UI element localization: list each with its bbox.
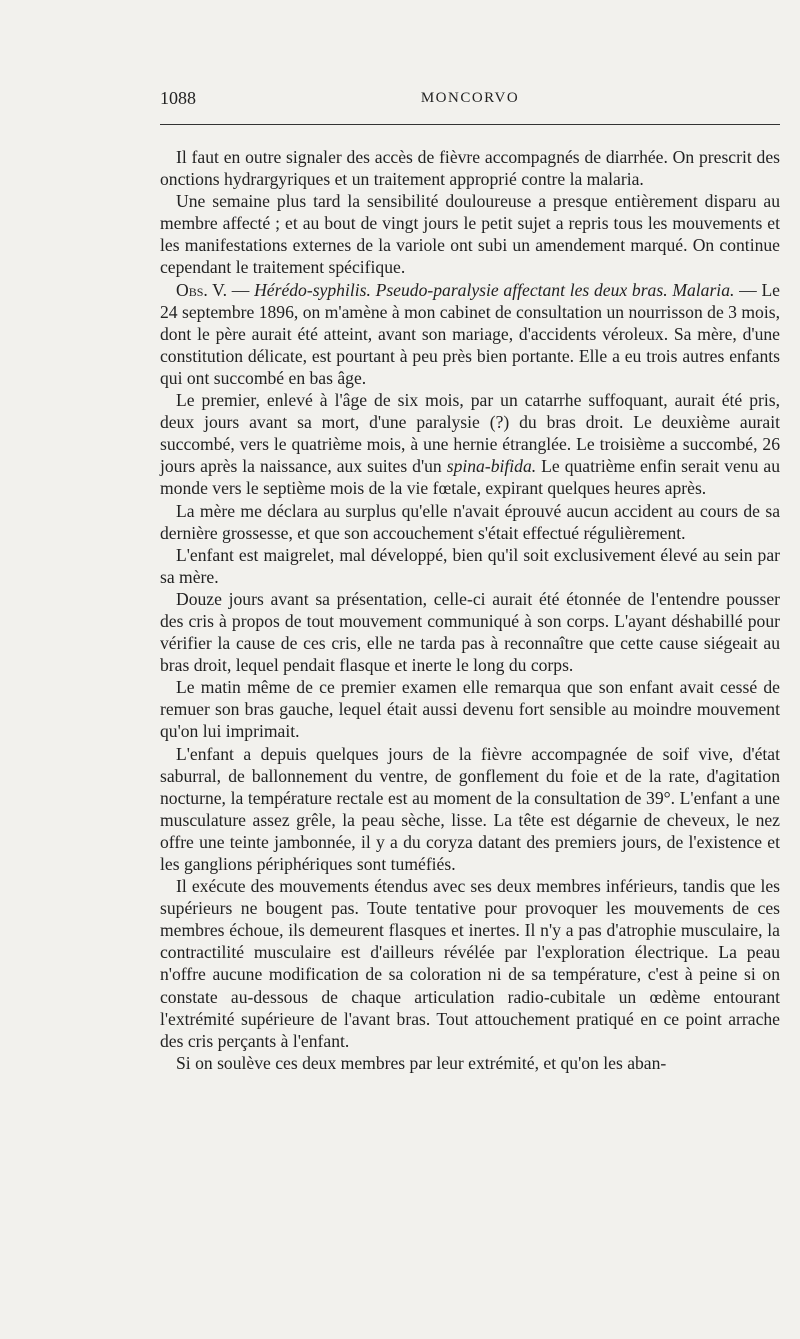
observation-paragraph [160,279,780,389]
paragraph: Il faut en outre signaler des accès de fièvre accompagnés de diarrhée. On prescrit des onctions hydrargyriques et un traitement approprié contre la malaria. [160,147,780,190]
spina-bifida-term: spina-bifida. [446,456,537,477]
observation-title: Hérédo-syphilis. Pseudo-paralysie affectant les deux bras. Malaria. [254,279,735,300]
paragraph: Si on soulève ces deux membres par leur extrémité, et qu'on les aban- [176,1052,667,1073]
observation-intro: — Le 24 septembre 1896, on m'amène à mon cabinet de consultation un nourrisson de 3 mois, dont le père aurait été atteint, avant son mariage, d'accidents véroleux. Sa mère, d'une constitution délicate, est pourtant à peu près bien portante. Elle a eu trois autres enfants qui ont succombé en bas âge. [160,279,780,388]
sibling-text-after: Le quatrième enfin serait venu au monde vers le septième mois de la vie fœtale, expirant quelques heures après. [160,456,780,499]
observation-label: Obs. V. — [176,279,250,300]
page-number: 1088 [160,88,196,108]
paragraph: La mère me déclara au surplus qu'elle n'avait éprouvé aucun accident au cours de sa dernière grossesse, et que son accouchement s'était effectué régulièrement. [160,500,780,543]
header-rule [160,124,780,125]
paragraph: Il exécute des mouvements étendus avec ses deux membres inférieurs, tandis que les supérieurs ne bougent pas. Toute tentative pour provoquer les mouvements de ces membres échoue, ils demeurent flasques et inertes. Il n'y a pas d'atrophie musculaire, la contractilité musculaire est d'ailleurs révélée par l'exploration électrique. La peau n'offre aucune modification de sa coloration ni de sa température, c'est à peine si on constate au-dessous de chaque articulation radio-cubitale un œdème entourant l'extrémité supérieure de l'avant bras. Tout attouchement pratiqué en ce point arrache des cris perçants à l'enfant. [160,876,780,1051]
sibling-text-before: Le premier, enlevé à l'âge de six mois, par un catarrhe suffoquant, aurait été pris, deux jours avant sa mort, d'une paralysie (?) du bras droit. Le deuxième aurait succombé, vers le quatrième mois, à une hernie étranglée. Le troisième a succombé, 26 jours après la naissance, aux suites d'un [160,390,780,477]
paragraph: Le matin même de ce premier examen elle remarqua que son enfant avait cessé de remuer son bras gauche, lequel était aussi devenu fort sensible au moindre mouvement qu'on lui imprimait. [160,677,780,742]
paragraph: Douze jours avant sa présentation, celle-ci aurait été étonnée de l'entendre pousser des cris à propos de tout mouvement communiqué à son corps. L'ayant déshabillé pour vérifier la cause de ces cris, elle ne tarda pas à reconnaître que cette cause siégeait au bras droit, lequel pendait flasque et inerte le long du corps. [160,588,780,676]
paragraph: L'enfant est maigrelet, mal développé, bien qu'il soit exclusivement élevé au sein par sa mère. [160,544,780,587]
paragraph: Une semaine plus tard la sensibilité douloureuse a presque entièrement disparu au membre affecté ; et au bout de vingt jours le petit sujet a repris tous les mouvements et les manifestations externes de la variole ont subi un amendement marqué. On continue cependant le traitement spécifique. [160,191,780,278]
page-header [160,88,780,116]
body-text [160,146,780,1074]
sibling-paragraph [160,389,780,499]
paragraph: L'enfant a depuis quelques jours de la fièvre accompagnée de soif vive, d'état saburral, de ballonnement du ventre, de gonflement du foie et de la rate, d'agitation nocturne, la température rectale est au moment de la consultation de 39°. L'enfant a une musculature assez grêle, la peau sèche, lisse. La tête est dégarnie de cheveux, le nez offre une teinte jambonnée, il y a du coryza datant des premiers jours, de l'existence et les ganglions périphériques sont tuméfiés. [160,743,780,874]
running-head: MONCORVO [420,90,520,106]
